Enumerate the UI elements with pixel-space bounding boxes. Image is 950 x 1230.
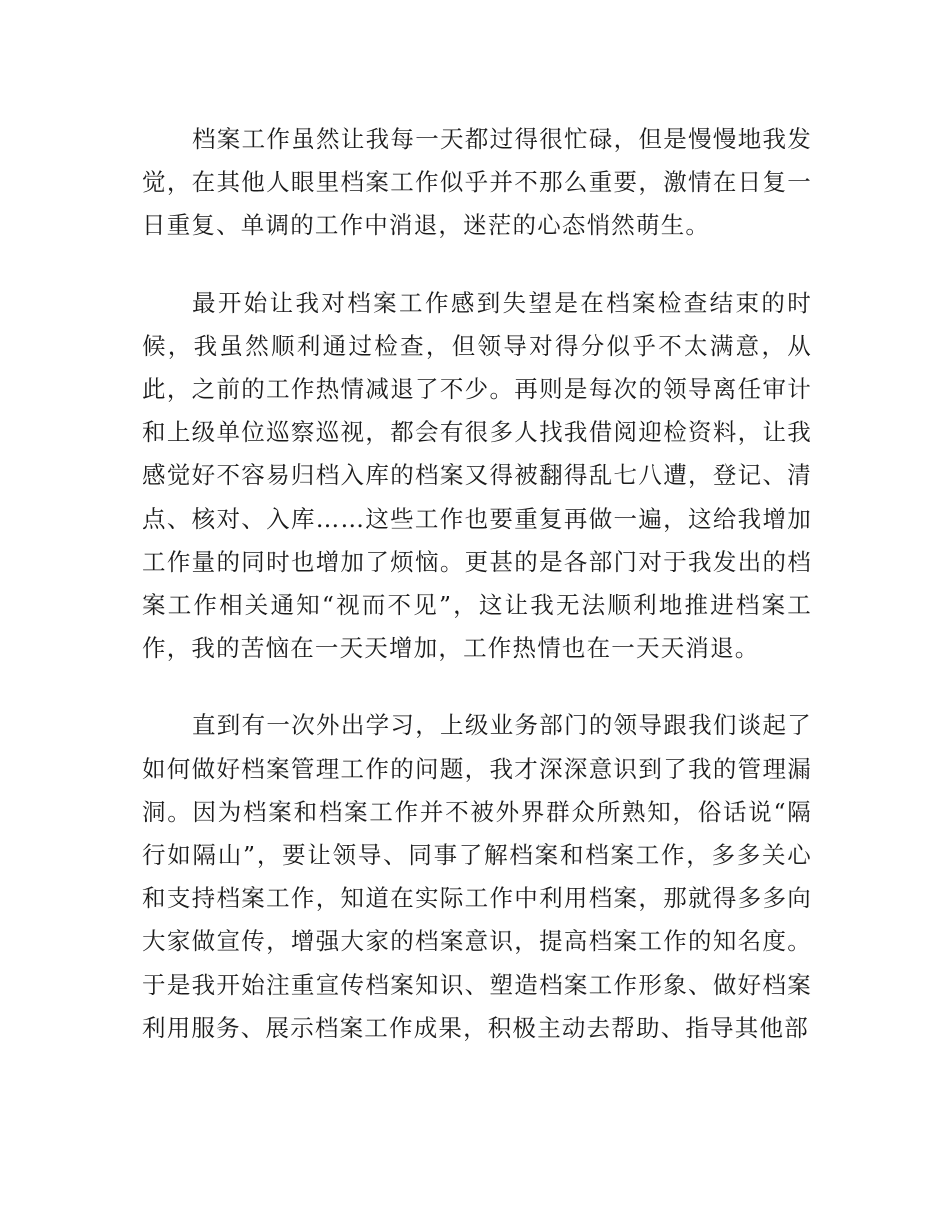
paragraph-3: 直到有一次外出学习，上级业务部门的领导跟我们谈起了如何做好档案管理工作的问题，我才深深意识到了我的管理漏洞。因为档案和档案工作并不被外界群众所熟知，俗话说“隔行如隔山”，要让领导、同事了解档案和档案工作，多多关心和支持档案工作，知道在实际工作中利用档案，那就得多多向大家做宣传，增强大家的档案意识，提高档案工作的知名度。于是我开始注重宣传档案知识、塑造档案工作形象、做好档案利用服务、展示档案工作成果，积极主动去帮助、指导其他部: [142, 711, 812, 1042]
paragraph-2: 最开始让我对档案工作感到失望是在档案检查结束的时候，我虽然顺利通过检查，但领导对得分似乎不太满意，从此，之前的工作热情减退了不少。再则是每次的领导离任审计和上级单位巡察巡视，都会有很多人找我借阅迎检资料，让我感觉好不容易归档入库的档案又得被翻得乱七八遭，登记、清点、核对、入库……这些工作也要重复再做一遍，这给我增加工作量的同时也增加了烦恼。更甚的是各部门对于我发出的档案工作相关通知“视而不见”，这让我无法顺利地推进档案工作，我的苦恼在一天天增加，工作热情也在一天天消退。: [142, 288, 812, 663]
document-body: [142, 118, 812, 1050]
paragraph-1: 档案工作虽然让我每一天都过得很忙碌，但是慢慢地我发觉，在其他人眼里档案工作似乎并不那么重要，激情在日复一日重复、单调的工作中消退，迷茫的心态悄然萌生。: [142, 125, 812, 240]
